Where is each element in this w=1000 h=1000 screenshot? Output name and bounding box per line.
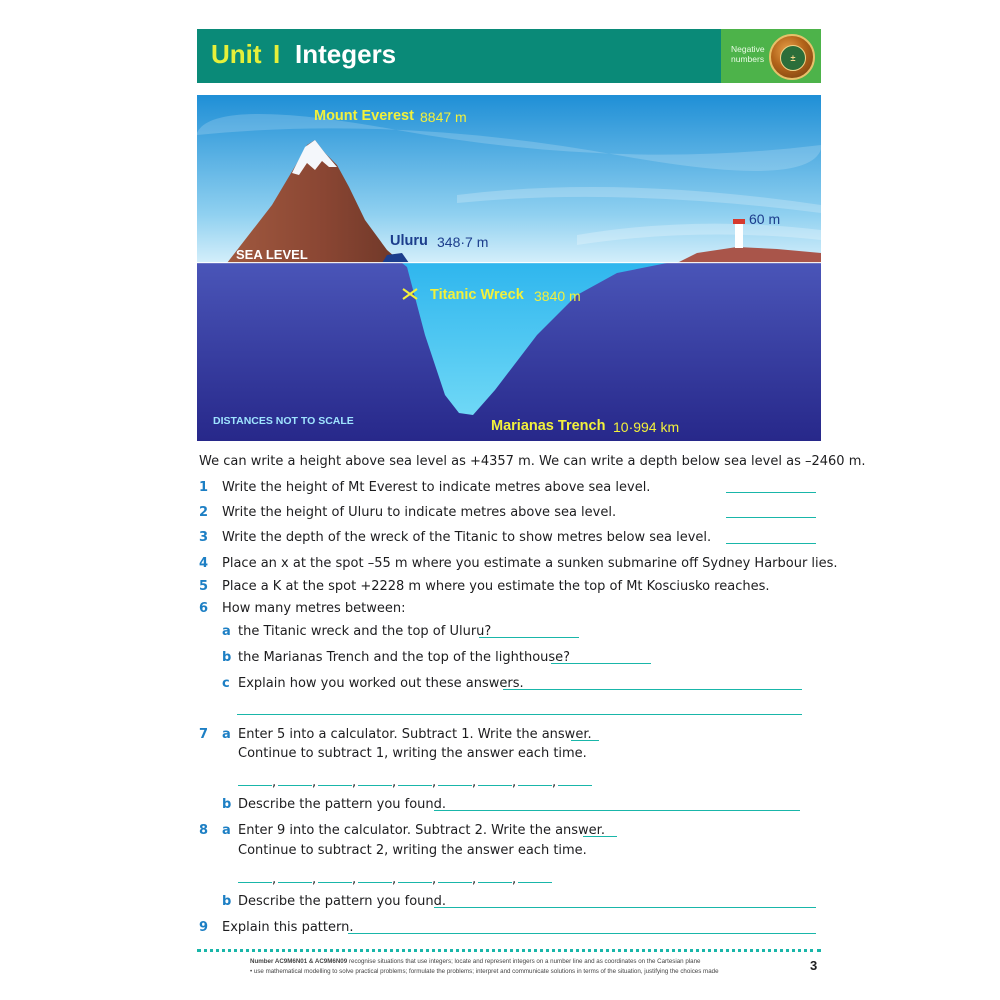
scale-note: DISTANCES NOT TO SCALE <box>213 415 354 427</box>
subquestion-text: Enter 9 into the calculator. Subtract 2. Write the answer. <box>238 823 605 838</box>
answer-blank[interactable] <box>518 882 552 883</box>
question-text: Explain this pattern. <box>222 920 354 935</box>
badge-text-line2: numbers <box>731 54 765 64</box>
answer-blank[interactable] <box>438 882 472 883</box>
subquestion-label: b <box>222 894 232 909</box>
everest-label: Mount Everest <box>314 108 414 124</box>
comma-separator: , <box>472 775 477 790</box>
comma-separator: , <box>432 872 437 887</box>
answer-blank[interactable] <box>398 882 432 883</box>
trench-value: 10·994 km <box>613 419 680 435</box>
question-text: Place an x at the spot –55 m where you estimate a sunken submarine off Sydney Harbour lies. <box>222 556 838 571</box>
medal-icon-face: ± <box>780 45 806 71</box>
answer-line[interactable] <box>583 836 617 837</box>
lighthouse-value: 60 m <box>749 211 781 227</box>
question-text: Write the depth of the wreck of the Titanic to show metres below sea level. <box>222 530 712 545</box>
comma-separator: , <box>392 775 397 790</box>
medal-icon <box>769 34 815 80</box>
answer-line[interactable] <box>726 543 816 544</box>
page-number: 3 <box>810 958 818 973</box>
answer-line[interactable] <box>434 810 800 811</box>
subquestion-text: the Marianas Trench and the top of the lighthouse? <box>238 650 571 665</box>
answer-blank[interactable] <box>478 882 512 883</box>
answer-blank[interactable] <box>558 785 592 786</box>
subquestion-text: Continue to subtract 1, writing the answer each time. <box>238 746 587 761</box>
answer-line[interactable] <box>348 933 816 934</box>
answer-blank[interactable] <box>358 785 392 786</box>
unit-separator: I <box>273 39 281 69</box>
question-number: 5 <box>199 579 209 594</box>
curriculum-code: Number AC9M6N01 & AC9M6N09 <box>250 958 348 965</box>
question-number: 6 <box>199 601 209 616</box>
question-text: Write the height of Uluru to indicate metres above sea level. <box>222 505 617 520</box>
comma-separator: , <box>352 775 357 790</box>
question-number: 8 <box>199 823 209 838</box>
answer-line[interactable] <box>571 740 599 741</box>
answer-line[interactable] <box>479 637 579 638</box>
answer-blank[interactable] <box>358 882 392 883</box>
comma-separator: , <box>272 872 277 887</box>
sea-level-label: SEA LEVEL <box>236 247 308 262</box>
question-number: 4 <box>199 556 209 571</box>
titanic-value: 3840 m <box>534 288 581 304</box>
subquestion-text: Explain how you worked out these answers. <box>238 676 524 691</box>
comma-separator: , <box>432 775 437 790</box>
comma-separator: , <box>392 872 397 887</box>
lighthouse-top <box>733 219 745 224</box>
question-number: 7 <box>199 727 209 742</box>
subquestion-label: a <box>222 624 231 639</box>
badge-text-line1: Negative <box>731 44 765 54</box>
comma-separator: , <box>512 775 517 790</box>
comma-separator: , <box>552 775 557 790</box>
answer-line[interactable] <box>434 907 816 908</box>
comma-separator: , <box>512 872 517 887</box>
footer-curriculum-line1 <box>250 958 700 965</box>
question-number: 3 <box>199 530 209 545</box>
scene-svg <box>197 95 821 441</box>
sea-level-illustration <box>197 95 821 441</box>
intro-text: We can write a height above sea level as +4357 m. We can write a depth below sea level as –2460 m. <box>199 454 866 469</box>
lighthouse-tower <box>735 223 743 248</box>
answer-blank[interactable] <box>398 785 432 786</box>
subquestion-label: a <box>222 727 231 742</box>
subquestion-text: Describe the pattern you found. <box>238 894 447 909</box>
comma-separator: , <box>312 872 317 887</box>
badge-text <box>731 44 765 64</box>
comma-separator: , <box>272 775 277 790</box>
answer-line[interactable] <box>726 492 816 493</box>
topic-badge <box>721 29 821 83</box>
subquestion-label: c <box>222 676 230 691</box>
answer-line[interactable] <box>551 663 651 664</box>
comma-separator: , <box>352 872 357 887</box>
answer-blank[interactable] <box>318 882 352 883</box>
subquestion-text: Enter 5 into a calculator. Subtract 1. Write the answer. <box>238 727 592 742</box>
everest-value: 8847 m <box>420 109 467 125</box>
footer-divider <box>197 949 821 952</box>
subquestion-label: a <box>222 823 231 838</box>
answer-line[interactable] <box>726 517 816 518</box>
question-text: Write the height of Mt Everest to indicate metres above sea level. <box>222 480 651 495</box>
curriculum-text: recognise situations that use integers; locate and represent integers on a number line and as coordinates on the Cartesian plane <box>348 958 701 965</box>
uluru-value: 348·7 m <box>437 234 489 250</box>
answer-blank[interactable] <box>478 785 512 786</box>
answer-blank[interactable] <box>318 785 352 786</box>
answer-blank[interactable] <box>278 882 312 883</box>
answer-blank[interactable] <box>438 785 472 786</box>
subquestion-label: b <box>222 797 232 812</box>
question-text: How many metres between: <box>222 601 406 616</box>
uluru-label: Uluru <box>390 233 428 249</box>
unit-label: Unit <box>211 39 262 69</box>
answer-line[interactable] <box>503 689 802 690</box>
sea-level-line <box>197 262 821 263</box>
question-number: 2 <box>199 505 209 520</box>
comma-separator: , <box>472 872 477 887</box>
comma-separator: , <box>312 775 317 790</box>
subquestion-text: Describe the pattern you found. <box>238 797 447 812</box>
answer-blank[interactable] <box>238 785 272 786</box>
trench-label: Marianas Trench <box>491 418 606 434</box>
answer-line[interactable] <box>237 714 802 715</box>
page-title: Integers <box>295 39 397 69</box>
question-number: 9 <box>199 920 209 935</box>
answer-blank[interactable] <box>238 882 272 883</box>
titanic-label: Titanic Wreck <box>430 287 524 303</box>
question-number: 1 <box>199 480 209 495</box>
unit-header <box>197 29 821 83</box>
question-text: Place a K at the spot +2228 m where you estimate the top of Mt Kosciusko reaches. <box>222 579 770 594</box>
footer-curriculum-line2: • use mathematical modelling to solve practical problems; formulate the problems; interpret and communicate solutions in terms of the situation, justifying the choices made <box>250 968 719 975</box>
answer-blank[interactable] <box>278 785 312 786</box>
subquestion-label: b <box>222 650 232 665</box>
answer-blank[interactable] <box>518 785 552 786</box>
subquestion-text: Continue to subtract 2, writing the answer each time. <box>238 843 587 858</box>
subquestion-text: the Titanic wreck and the top of Uluru? <box>238 624 492 639</box>
